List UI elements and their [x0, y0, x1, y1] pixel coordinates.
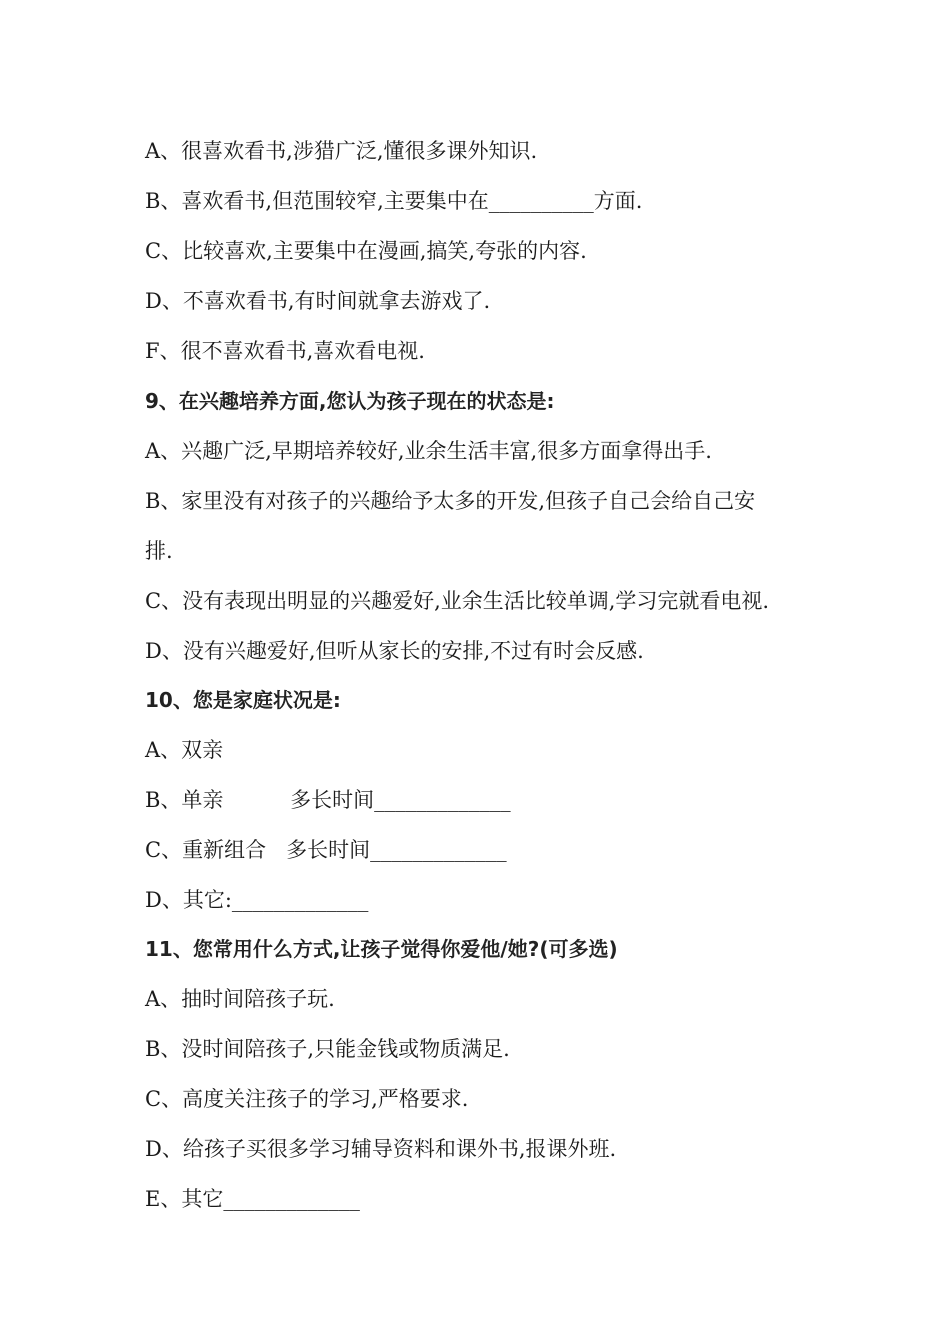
option-line: A、很喜欢看书,涉猎广泛,懂很多课外知识.	[145, 139, 538, 163]
option-line: A、兴趣广泛,早期培养较好,业余生活丰富,很多方面拿得出手.	[145, 439, 712, 463]
option-line: E、其它_____________	[145, 1187, 360, 1211]
option-line: D、不喜欢看书,有时间就拿去游戏了.	[145, 289, 491, 313]
option-line-continuation: 排.	[145, 539, 173, 563]
option-line: D、给孩子买很多学习辅导资料和课外书,报课外班.	[145, 1137, 617, 1161]
option-line: C、比较喜欢,主要集中在漫画,搞笑,夸张的内容.	[145, 239, 587, 263]
option-line: C、没有表现出明显的兴趣爱好,业余生活比较单调,学习完就看电视.	[145, 589, 770, 613]
option-line: B、单亲 多长时间_____________	[145, 788, 511, 812]
option-line: C、重新组合 多长时间_____________	[145, 838, 507, 862]
option-line: A、抽时间陪孩子玩.	[145, 987, 335, 1011]
option-line: C、高度关注孩子的学习,严格要求.	[145, 1087, 469, 1111]
option-line: B、喜欢看书,但范围较窄,主要集中在__________方面.	[145, 189, 643, 213]
question-heading: 11、您常用什么方式,让孩子觉得你爱他/她?(可多选)	[145, 937, 618, 961]
option-line: B、没时间陪孩子,只能金钱或物质满足.	[145, 1037, 510, 1061]
option-line: F、很不喜欢看书,喜欢看电视.	[145, 339, 425, 363]
option-line: D、没有兴趣爱好,但听从家长的安排,不过有时会反感.	[145, 639, 644, 663]
option-line: D、其它:_____________	[145, 888, 369, 912]
question-heading: 9、在兴趣培养方面,您认为孩子现在的状态是:	[145, 389, 555, 413]
option-line: B、家里没有对孩子的兴趣给予太多的开发,但孩子自己会给自己安	[145, 489, 756, 513]
option-line: A、双亲	[145, 738, 224, 762]
question-heading: 10、您是家庭状况是:	[145, 688, 341, 712]
